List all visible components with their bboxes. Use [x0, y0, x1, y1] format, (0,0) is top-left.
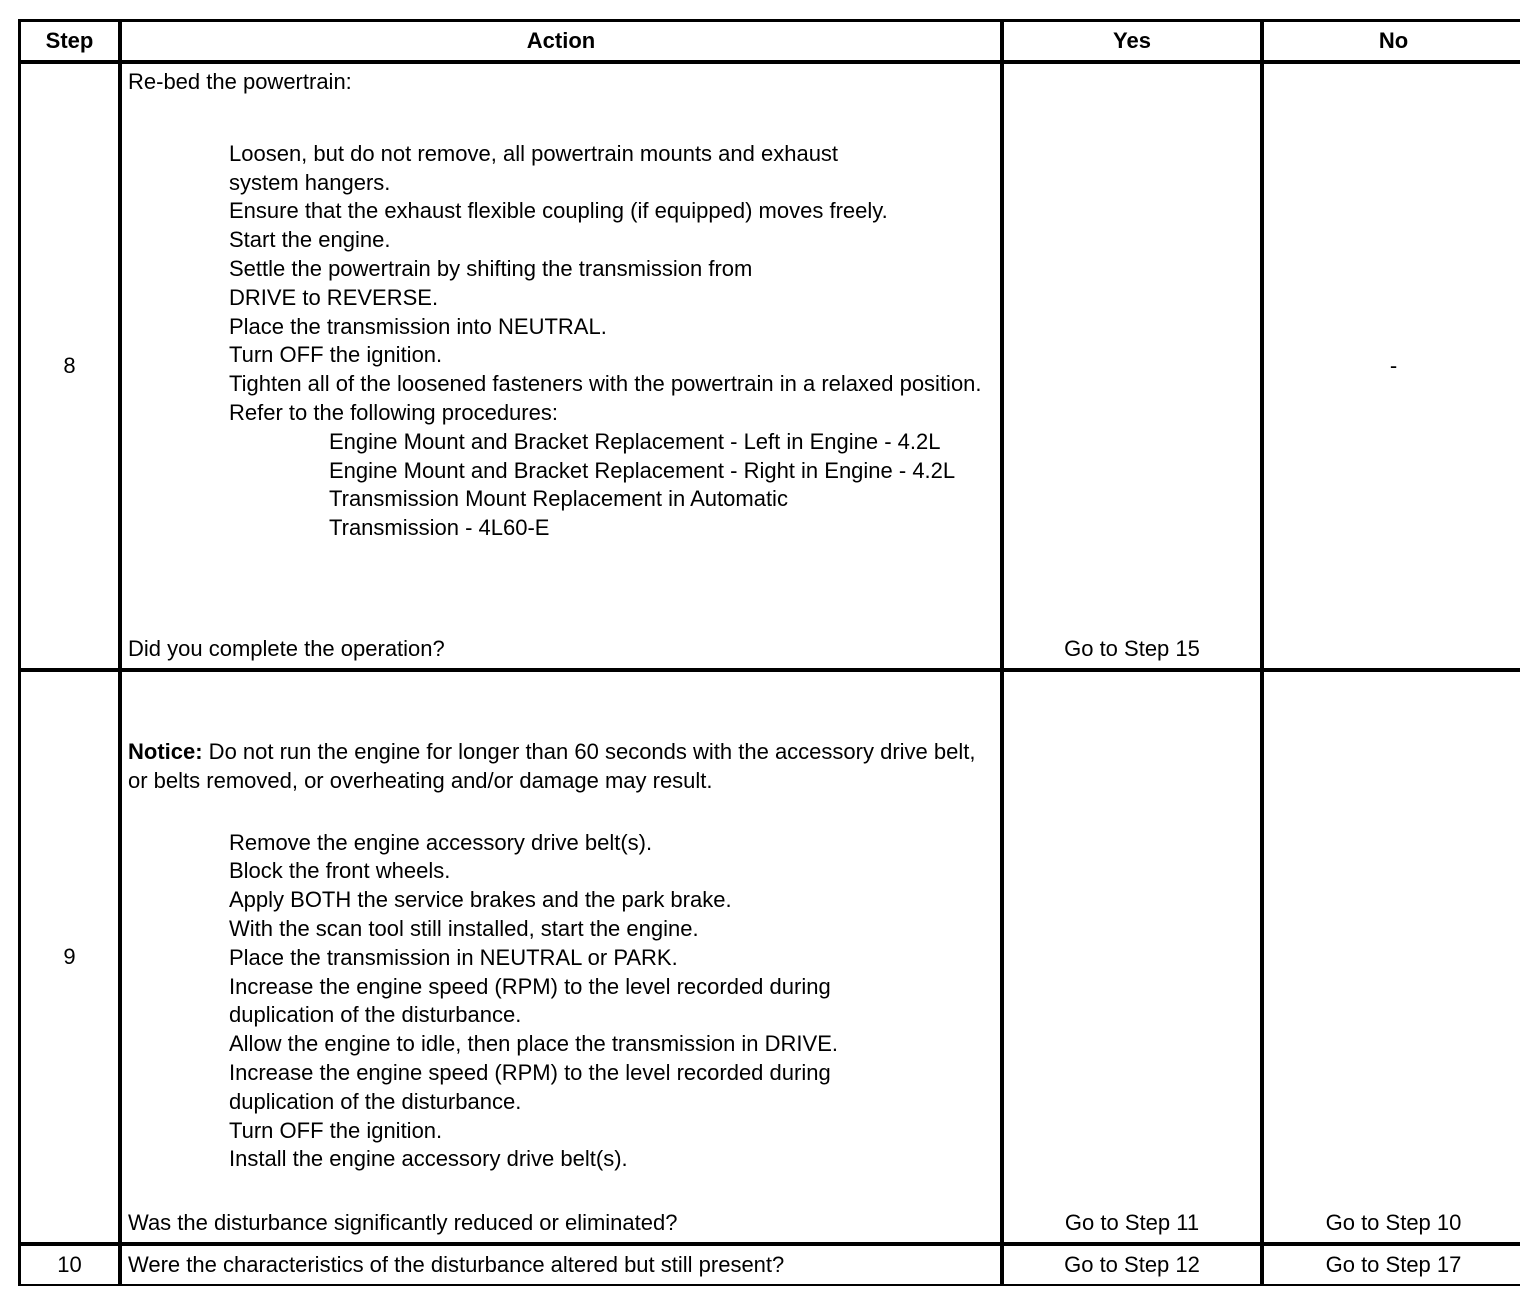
step-8-item: Loosen, but do not remove, all powertrain mounts and exhaust system hangers. [229, 140, 839, 195]
procedure-link[interactable]: Transmission Mount Replacement in Automatic Transmission - 4L60-E [329, 486, 788, 541]
step-9-item: Place the transmission in NEUTRAL or PARK. [229, 944, 678, 970]
step-9-list [128, 829, 929, 1175]
step-9-no [1264, 672, 1523, 1242]
step-9-question: Was the disturbance significantly reduced or eliminated? [128, 1210, 678, 1236]
step-8-no: - [1264, 64, 1523, 668]
step-8-item: Start the engine. [229, 227, 391, 253]
notice-label: Notice: [128, 739, 203, 764]
step-9-item: Block the front wheels. [229, 858, 451, 884]
step-9-item: Remove the engine accessory drive belt(s). [229, 829, 653, 855]
step-8-item: Tighten all of the loosened fasteners with the powertrain in a relaxed position. Refer to the following procedures: [229, 371, 982, 425]
step-9-action [122, 672, 1000, 1242]
step-9-notice [128, 738, 988, 796]
step-8-item: Place the transmission into NEUTRAL. [229, 313, 607, 339]
step-9-item: With the scan tool still installed, start the engine. [229, 915, 699, 941]
step-9-item: Allow the engine to idle, then place the transmission in DRIVE. [229, 1031, 838, 1057]
step-8-yes-link[interactable]: Go to Step 15 [1064, 636, 1200, 662]
step-8-item: Ensure that the exhaust flexible coupling (if equipped) moves freely. [229, 198, 888, 224]
step-9-item: Install the engine accessory drive belt(s). [229, 1146, 628, 1172]
step-8-procedures [128, 428, 989, 543]
step-8-intro: Re-bed the powertrain: [128, 69, 352, 94]
step-8-item: Settle the powertrain by shifting the transmission from DRIVE to REVERSE. [229, 255, 753, 310]
header-step: Step [21, 22, 118, 60]
step-9-yes-link[interactable]: Go to Step 11 [1064, 1210, 1200, 1236]
step-9-yes [1004, 672, 1260, 1242]
step-10-question: Were the characteristics of the disturbance altered but still present? [122, 1246, 1000, 1284]
step-8-number: 8 [21, 64, 118, 668]
step-8-action [122, 64, 1000, 668]
step-10-number: 10 [21, 1246, 118, 1284]
step-9-item: Turn OFF the ignition. [229, 1117, 443, 1143]
diagnostic-table [18, 19, 1520, 1286]
step-8-question: Did you complete the operation? [128, 636, 445, 662]
procedure-link[interactable]: Engine Mount and Bracket Replacement - Left in Engine - 4.2L [329, 428, 941, 454]
step-10-no-link[interactable]: Go to Step 17 [1264, 1246, 1523, 1284]
step-8-list [128, 140, 982, 428]
notice-text: Do not run the engine for longer than 60 seconds with the accessory drive belt, or belts removed, or overheating and/or damage may result. [128, 739, 976, 793]
header-yes: Yes [1004, 22, 1260, 60]
step-10-yes-link[interactable]: Go to Step 12 [1004, 1246, 1260, 1284]
step-8-yes [1004, 64, 1260, 668]
header-no: No [1264, 22, 1523, 60]
step-9-no-link[interactable]: Go to Step 10 [1325, 1210, 1462, 1236]
step-8-item: Turn OFF the ignition. [229, 342, 443, 368]
step-9-number: 9 [21, 672, 118, 1242]
step-9-item: Apply BOTH the service brakes and the park brake. [229, 887, 732, 913]
procedure-link[interactable]: Engine Mount and Bracket Replacement - Right in Engine - 4.2L [329, 457, 956, 483]
step-9-item: Increase the engine speed (RPM) to the level recorded during duplication of the disturbance. [229, 1059, 831, 1114]
header-action: Action [122, 22, 1000, 60]
step-9-item: Increase the engine speed (RPM) to the level recorded during duplication of the disturbance. [229, 973, 831, 1028]
